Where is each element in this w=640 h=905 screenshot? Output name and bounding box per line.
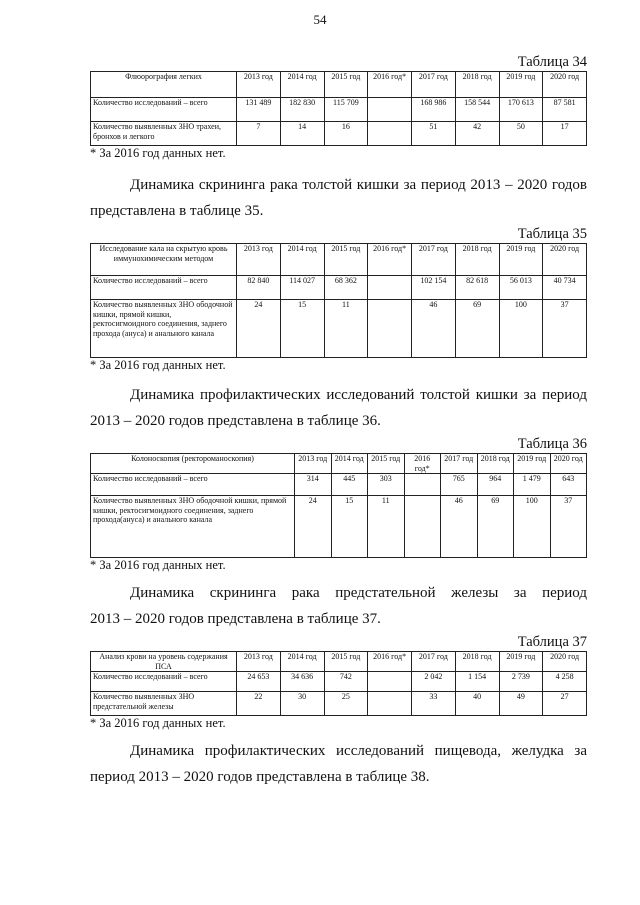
- year-header: 2018 год: [455, 244, 499, 276]
- cell-value: 11: [368, 496, 405, 558]
- cell-value: 15: [331, 496, 368, 558]
- cell-value: 82 618: [455, 276, 499, 300]
- cell-value: 16: [324, 122, 368, 146]
- cell-value: 742: [324, 672, 368, 692]
- cell-value: 34 636: [280, 672, 324, 692]
- cell-value: 87 581: [543, 98, 587, 122]
- paragraph-line: 2013 – 2020 годов представлена в таблице 37.: [90, 611, 381, 627]
- cell-value: 33: [412, 692, 456, 716]
- cell-value: 24 653: [237, 672, 281, 692]
- year-header: 2017 год: [412, 652, 456, 672]
- cell-value: 303: [368, 474, 405, 496]
- cell-value: 46: [412, 300, 456, 358]
- cell-value: 15: [280, 300, 324, 358]
- cell-value: [368, 692, 412, 716]
- cell-value: 168 986: [412, 98, 456, 122]
- cell-value: 131 489: [237, 98, 281, 122]
- year-header: 2014 год: [280, 72, 324, 98]
- table-footnote: * За 2016 год данных нет.: [90, 358, 226, 372]
- cell-value: 100: [514, 496, 551, 558]
- year-header: 2019 год: [499, 652, 543, 672]
- cell-value: 37: [550, 496, 587, 558]
- cell-value: 46: [441, 496, 478, 558]
- year-header: 2020 год: [543, 72, 587, 98]
- table-35: [90, 243, 587, 358]
- table-caption: Таблица 35: [517, 226, 587, 242]
- cell-value: 17: [543, 122, 587, 146]
- paragraph: [90, 738, 587, 790]
- table-row: [91, 122, 587, 146]
- year-header: 2017 год: [412, 244, 456, 276]
- cell-value: 49: [499, 692, 543, 716]
- year-header: 2017 год: [441, 454, 478, 474]
- cell-value: 1 479: [514, 474, 551, 496]
- table-row: [91, 672, 587, 692]
- cell-value: 314: [295, 474, 332, 496]
- cell-value: [368, 276, 412, 300]
- cell-value: 40 734: [543, 276, 587, 300]
- header-label: Исследование кала на скрытую кровь иммунохимическим методом: [91, 244, 237, 276]
- cell-value: 2 739: [499, 672, 543, 692]
- row-label: Количество исследований – всего: [91, 276, 237, 300]
- cell-value: 643: [550, 474, 587, 496]
- cell-value: 1 154: [455, 672, 499, 692]
- cell-value: [368, 98, 412, 122]
- cell-value: 69: [477, 496, 514, 558]
- row-label: Количество выявленных ЗНО ободочной кишки, прямой кишки, ректосигмоидного соединения, заднего прохода (ануса) и анального канала: [91, 300, 237, 358]
- table-header-row: [91, 454, 587, 474]
- year-header: 2020 год: [543, 652, 587, 672]
- header-label: Флюорография легких: [91, 72, 237, 98]
- table-footnote: * За 2016 год данных нет.: [90, 716, 226, 730]
- header-label: Анализ крови на уровень содержания ПСА: [91, 652, 237, 672]
- year-header: 2015 год: [324, 652, 368, 672]
- year-header: 2018 год: [455, 652, 499, 672]
- cell-value: 37: [543, 300, 587, 358]
- table-footnote: * За 2016 год данных нет.: [90, 558, 226, 572]
- cell-value: 42: [455, 122, 499, 146]
- year-header: 2019 год: [499, 72, 543, 98]
- year-header: 2013 год: [237, 652, 281, 672]
- cell-value: 68 362: [324, 276, 368, 300]
- cell-value: 115 709: [324, 98, 368, 122]
- year-header: 2016 год*: [368, 652, 412, 672]
- cell-value: 765: [441, 474, 478, 496]
- table-row: [91, 474, 587, 496]
- paragraph-line: Динамика профилактических исследований пищевода, желудка за: [130, 743, 587, 759]
- row-label: Количество выявленных ЗНО ободочной кишки, прямой кишки, ректосигмоидного соединения, заднего прохода(ануса) и анального канала: [91, 496, 295, 558]
- table-footnote: * За 2016 год данных нет.: [90, 146, 226, 160]
- table-row: [91, 276, 587, 300]
- table-caption: Таблица 34: [517, 54, 587, 70]
- cell-value: 24: [237, 300, 281, 358]
- cell-value: 69: [455, 300, 499, 358]
- cell-value: [404, 496, 441, 558]
- paragraph-line: Динамика скрининга рака предстательной железы за период: [130, 585, 587, 601]
- cell-value: 182 830: [280, 98, 324, 122]
- cell-value: 56 013: [499, 276, 543, 300]
- paragraph-line: Динамика скрининга рака толстой кишки за период 2013 – 2020 годов: [130, 177, 587, 193]
- table-34: [90, 71, 587, 146]
- table-row: [91, 300, 587, 358]
- year-header: 2013 год: [237, 72, 281, 98]
- year-header: 2017 год: [412, 72, 456, 98]
- table-row: [91, 98, 587, 122]
- cell-value: 7: [237, 122, 281, 146]
- year-header: 2020 год: [543, 244, 587, 276]
- cell-value: 82 840: [237, 276, 281, 300]
- year-header: 2019 год: [499, 244, 543, 276]
- paragraph-line: Динамика профилактических исследований толстой кишки за период: [130, 387, 587, 403]
- table-34-block: [90, 54, 587, 161]
- paragraph-line: представлена в таблице 35.: [90, 203, 264, 219]
- year-header: 2020 год: [550, 454, 587, 474]
- row-label: Количество выявленных ЗНО трахеи, бронхов и легкого: [91, 122, 237, 146]
- header-label: Колоноскопия (ректороманоскопия): [91, 454, 295, 474]
- cell-value: [368, 122, 412, 146]
- table-header-row: [91, 72, 587, 98]
- cell-value: 50: [499, 122, 543, 146]
- year-header: 2019 год: [514, 454, 551, 474]
- cell-value: [368, 300, 412, 358]
- cell-value: 170 613: [499, 98, 543, 122]
- cell-value: 25: [324, 692, 368, 716]
- table-row: [91, 496, 587, 558]
- cell-value: 51: [412, 122, 456, 146]
- table-37-block: [90, 634, 587, 731]
- paragraph: [90, 382, 587, 434]
- row-label: Количество исследований – всего: [91, 474, 295, 496]
- table-36-block: [90, 436, 587, 573]
- year-header: 2018 год: [477, 454, 514, 474]
- cell-value: 100: [499, 300, 543, 358]
- table-caption: Таблица 36: [517, 436, 587, 452]
- cell-value: 4 258: [543, 672, 587, 692]
- table-37: [90, 651, 587, 716]
- year-header: 2013 год: [237, 244, 281, 276]
- cell-value: 14: [280, 122, 324, 146]
- cell-value: 24: [295, 496, 332, 558]
- table-35-block: [90, 226, 587, 373]
- table-caption: Таблица 37: [517, 634, 587, 650]
- row-label: Количество исследований – всего: [91, 98, 237, 122]
- year-header: 2015 год: [368, 454, 405, 474]
- year-header: 2014 год: [280, 652, 324, 672]
- cell-value: 40: [455, 692, 499, 716]
- cell-value: 11: [324, 300, 368, 358]
- cell-value: 102 154: [412, 276, 456, 300]
- year-header: 2018 год: [455, 72, 499, 98]
- row-label: Количество исследований – всего: [91, 672, 237, 692]
- year-header: 2014 год: [331, 454, 368, 474]
- cell-value: 445: [331, 474, 368, 496]
- row-label: Количество выявленных ЗНО предстательной железы: [91, 692, 237, 716]
- cell-value: [404, 474, 441, 496]
- paragraph: [90, 172, 587, 224]
- cell-value: [368, 672, 412, 692]
- year-header: 2016 год*: [404, 454, 441, 474]
- cell-value: 30: [280, 692, 324, 716]
- table-36: [90, 453, 587, 558]
- table-header-row: [91, 244, 587, 276]
- cell-value: 2 042: [412, 672, 456, 692]
- cell-value: 158 544: [455, 98, 499, 122]
- year-header: 2013 год: [295, 454, 332, 474]
- cell-value: 964: [477, 474, 514, 496]
- year-header: 2016 год*: [368, 72, 412, 98]
- paragraph: [90, 580, 587, 632]
- paragraph-line: 2013 – 2020 годов представлена в таблице 36.: [90, 413, 381, 429]
- year-header: 2016 год*: [368, 244, 412, 276]
- table-header-row: [91, 652, 587, 672]
- cell-value: 22: [237, 692, 281, 716]
- cell-value: 114 027: [280, 276, 324, 300]
- year-header: 2015 год: [324, 244, 368, 276]
- page-number: 54: [313, 12, 327, 27]
- year-header: 2014 год: [280, 244, 324, 276]
- paragraph-line: период 2013 – 2020 годов представлена в таблице 38.: [90, 769, 430, 785]
- table-row: [91, 692, 587, 716]
- cell-value: 27: [543, 692, 587, 716]
- year-header: 2015 год: [324, 72, 368, 98]
